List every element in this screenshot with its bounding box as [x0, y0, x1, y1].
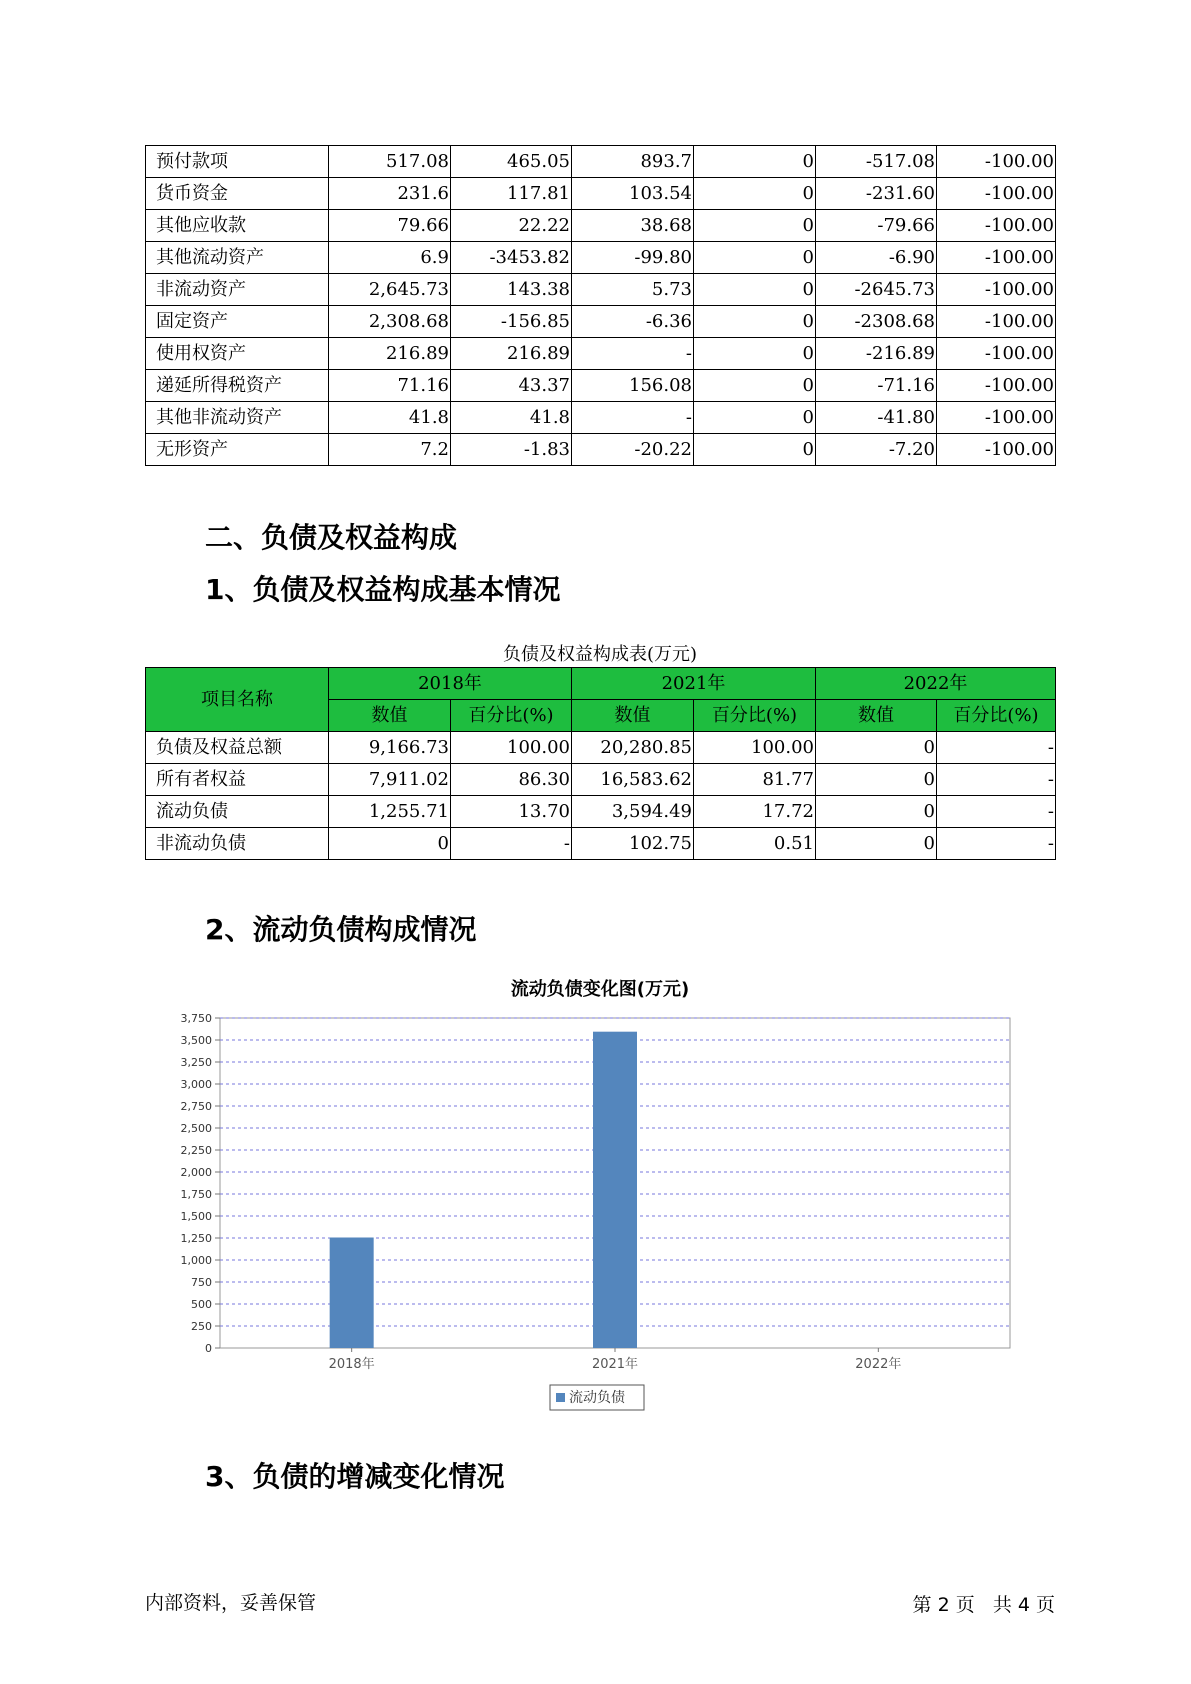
cell-value: 20,280.85	[572, 732, 694, 764]
cell-value: 0	[694, 274, 816, 306]
header-item-name: 项目名称	[146, 668, 329, 732]
cell-value: 0	[694, 434, 816, 466]
y-tick-label: 1,250	[180, 1232, 212, 1245]
cell-value: -100.00	[937, 146, 1056, 178]
cell-value: 117.81	[451, 178, 572, 210]
cell-value: 6.9	[329, 242, 451, 274]
cell-value: -41.80	[816, 402, 937, 434]
header-percent: 百分比(%)	[937, 700, 1056, 732]
cell-value: 231.6	[329, 178, 451, 210]
cell-value: 103.54	[572, 178, 694, 210]
cell-value: -2645.73	[816, 274, 937, 306]
table-row	[146, 764, 1056, 796]
chart-title: 流动负债变化图(万元)	[510, 979, 690, 1000]
cell-value: 86.30	[451, 764, 572, 796]
cell-value: 79.66	[329, 210, 451, 242]
cell-value: -100.00	[937, 434, 1056, 466]
cell-value: 0	[816, 828, 937, 860]
cell-value: -99.80	[572, 242, 694, 274]
x-tick-label: 2018年	[328, 1357, 375, 1372]
row-label: 货币资金	[146, 178, 329, 210]
cell-value: -	[572, 402, 694, 434]
cell-value: -6.36	[572, 306, 694, 338]
cell-value: 5.73	[572, 274, 694, 306]
y-tick-label: 750	[191, 1276, 212, 1289]
cell-value: 17.72	[694, 796, 816, 828]
cell-value: 156.08	[572, 370, 694, 402]
y-tick-label: 3,500	[180, 1034, 212, 1047]
row-label: 非流动资产	[146, 274, 329, 306]
row-label: 其他应收款	[146, 210, 329, 242]
y-tick-label: 250	[191, 1320, 212, 1333]
row-label: 非流动负债	[146, 828, 329, 860]
cell-value: -100.00	[937, 338, 1056, 370]
cell-value: 517.08	[329, 146, 451, 178]
table-caption: 负债及权益构成表(万元)	[502, 644, 698, 665]
cell-value: -100.00	[937, 306, 1056, 338]
x-tick-label: 2022年	[855, 1357, 902, 1372]
cell-value: 7.2	[329, 434, 451, 466]
cell-value: 9,166.73	[329, 732, 451, 764]
cell-value: 22.22	[451, 210, 572, 242]
header-percent: 百分比(%)	[694, 700, 816, 732]
cell-value: 100.00	[451, 732, 572, 764]
cell-value: 71.16	[329, 370, 451, 402]
cell-value: 0.51	[694, 828, 816, 860]
table-row	[146, 796, 1056, 828]
cell-value: 0	[694, 370, 816, 402]
y-tick-label: 3,250	[180, 1056, 212, 1069]
row-label: 其他非流动资产	[146, 402, 329, 434]
cell-value: 0	[694, 146, 816, 178]
y-tick-label: 0	[205, 1342, 212, 1355]
cell-value: -	[572, 338, 694, 370]
asset-table	[145, 145, 1056, 466]
cell-value: 7,911.02	[329, 764, 451, 796]
asset-table-body	[146, 146, 1056, 466]
cell-value: -100.00	[937, 402, 1056, 434]
header-year-2022: 2022年	[816, 668, 1056, 700]
cell-value: -1.83	[451, 434, 572, 466]
cell-value: 102.75	[572, 828, 694, 860]
table-row	[146, 434, 1056, 466]
y-tick-label: 2,250	[180, 1144, 212, 1157]
cell-value: -	[937, 796, 1056, 828]
cell-value: -100.00	[937, 242, 1056, 274]
row-label: 其他流动资产	[146, 242, 329, 274]
row-label: 所有者权益	[146, 764, 329, 796]
subsection-heading-current-liabilities: 2、流动负债构成情况	[205, 913, 477, 946]
section-heading-liabilities-equity: 二、负债及权益构成	[205, 521, 458, 554]
cell-value: 100.00	[694, 732, 816, 764]
y-tick-label: 2,500	[180, 1122, 212, 1135]
table-row	[146, 242, 1056, 274]
cell-value: -	[937, 732, 1056, 764]
cell-value: 0	[816, 764, 937, 796]
cell-value: 143.38	[451, 274, 572, 306]
bar	[593, 1032, 637, 1348]
legend-swatch	[556, 1393, 565, 1402]
cell-value: 216.89	[329, 338, 451, 370]
y-tick-label: 500	[191, 1298, 212, 1311]
cell-value: -3453.82	[451, 242, 572, 274]
row-label: 流动负债	[146, 796, 329, 828]
y-tick-label: 1,750	[180, 1188, 212, 1201]
current-liabilities-bar-chart	[145, 1000, 1055, 1430]
cell-value: 16,583.62	[572, 764, 694, 796]
bar	[330, 1237, 374, 1348]
row-label: 无形资产	[146, 434, 329, 466]
cell-value: 38.68	[572, 210, 694, 242]
table-row	[146, 370, 1056, 402]
table-row	[146, 828, 1056, 860]
cell-value: -517.08	[816, 146, 937, 178]
header-year-2021: 2021年	[572, 668, 816, 700]
header-value: 数值	[572, 700, 694, 732]
cell-value: 0	[694, 178, 816, 210]
cell-value: 0	[694, 210, 816, 242]
row-label: 负债及权益总额	[146, 732, 329, 764]
header-year-2018: 2018年	[329, 668, 572, 700]
table-row	[146, 306, 1056, 338]
cell-value: -71.16	[816, 370, 937, 402]
table-row	[146, 402, 1056, 434]
y-tick-label: 2,000	[180, 1166, 212, 1179]
cell-value: 41.8	[451, 402, 572, 434]
row-label: 固定资产	[146, 306, 329, 338]
cell-value: -7.20	[816, 434, 937, 466]
cell-value: -2308.68	[816, 306, 937, 338]
subsection-heading-liability-change: 3、负债的增减变化情况	[205, 1460, 505, 1493]
legend-label: 流动负债	[569, 1390, 625, 1406]
cell-value: -	[937, 828, 1056, 860]
x-tick-label: 2021年	[591, 1357, 639, 1372]
cell-value: 0	[694, 402, 816, 434]
cell-value: 43.37	[451, 370, 572, 402]
cell-value: -216.89	[816, 338, 937, 370]
liabilities-equity-table	[145, 667, 1056, 860]
cell-value: 0	[816, 796, 937, 828]
row-label: 使用权资产	[146, 338, 329, 370]
cell-value: 41.8	[329, 402, 451, 434]
footer-confidential: 内部资料，妥善保管	[145, 1592, 317, 1614]
header-value: 数值	[816, 700, 937, 732]
cell-value: -100.00	[937, 178, 1056, 210]
y-tick-label: 3,750	[180, 1012, 212, 1025]
y-tick-label: 1,500	[180, 1210, 212, 1223]
y-tick-label: 2,750	[180, 1100, 212, 1113]
cell-value: 1,255.71	[329, 796, 451, 828]
cell-value: -100.00	[937, 274, 1056, 306]
cell-value: -79.66	[816, 210, 937, 242]
table-row	[146, 732, 1056, 764]
liabilities-equity-table-body	[146, 732, 1056, 860]
cell-value: 0	[329, 828, 451, 860]
cell-value: 0	[694, 338, 816, 370]
cell-value: 81.77	[694, 764, 816, 796]
cell-value: -156.85	[451, 306, 572, 338]
y-tick-label: 1,000	[180, 1254, 212, 1267]
cell-value: -100.00	[937, 210, 1056, 242]
cell-value: 0	[816, 732, 937, 764]
row-label: 预付款项	[146, 146, 329, 178]
cell-value: 3,594.49	[572, 796, 694, 828]
cell-value: 0	[694, 242, 816, 274]
cell-value: 893.7	[572, 146, 694, 178]
cell-value: -6.90	[816, 242, 937, 274]
cell-value: 465.05	[451, 146, 572, 178]
cell-value: 2,308.68	[329, 306, 451, 338]
y-tick-label: 3,000	[180, 1078, 212, 1091]
header-value: 数值	[329, 700, 451, 732]
table-row	[146, 146, 1056, 178]
cell-value: 2,645.73	[329, 274, 451, 306]
row-label: 递延所得税资产	[146, 370, 329, 402]
cell-value: -	[937, 764, 1056, 796]
cell-value: 0	[694, 306, 816, 338]
header-percent: 百分比(%)	[451, 700, 572, 732]
table-row	[146, 178, 1056, 210]
table-row	[146, 210, 1056, 242]
footer-page-number: 第 2 页 共 4 页	[912, 1594, 1055, 1616]
cell-value: 216.89	[451, 338, 572, 370]
table-row	[146, 338, 1056, 370]
subsection-heading-basic: 1、负债及权益构成基本情况	[205, 573, 561, 606]
cell-value: -	[451, 828, 572, 860]
cell-value: -20.22	[572, 434, 694, 466]
cell-value: -231.60	[816, 178, 937, 210]
table-row	[146, 274, 1056, 306]
cell-value: -100.00	[937, 370, 1056, 402]
cell-value: 13.70	[451, 796, 572, 828]
